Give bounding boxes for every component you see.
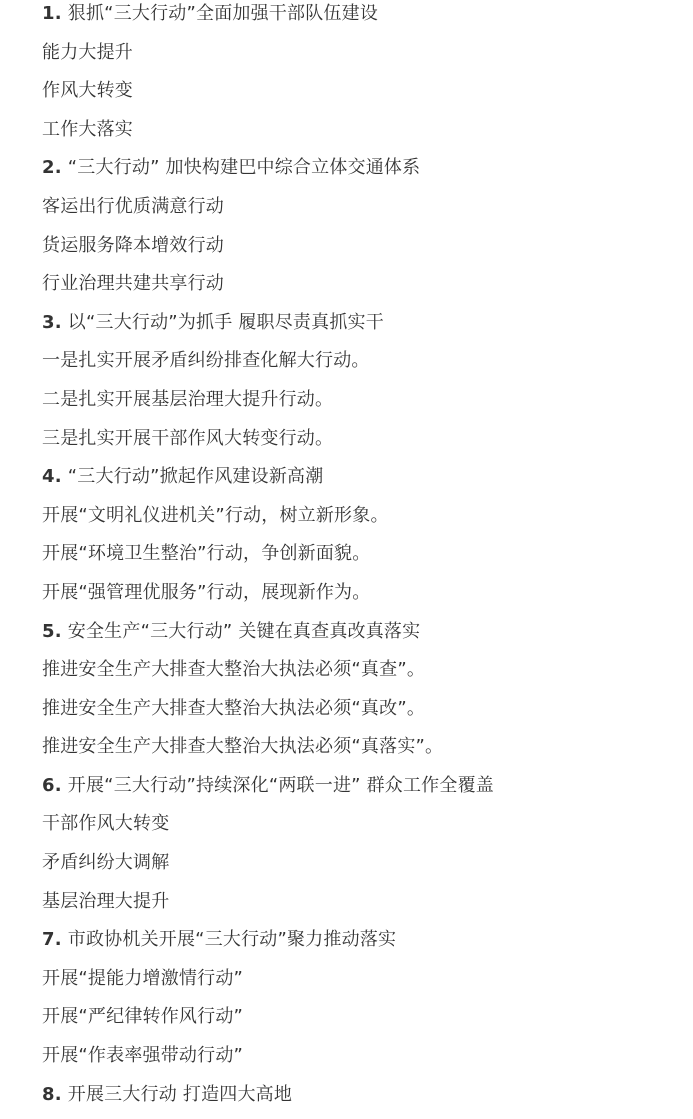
list-item: 行业治理共建共享行动 — [42, 273, 224, 295]
section-number: 4. — [42, 466, 62, 488]
section-heading — [42, 154, 693, 193]
list-item: 基层治理大提升 — [42, 890, 170, 912]
list-item: 能力大提升 — [42, 41, 133, 63]
section-heading — [42, 309, 693, 348]
section-title: 狠抓“三大行动”全面加强干部队伍建设 — [67, 3, 379, 24]
section-number: 2. — [42, 157, 62, 179]
list-item: 开展“强管理优服务”行动，展现新作为。 — [42, 581, 371, 603]
section-title: 安全生产“三大行动” 关键在真查真改真落实 — [67, 620, 421, 642]
list-item: 开展“环境卫生整治”行动，争创新面貌。 — [42, 543, 371, 565]
section-title: 以“三大行动”为抓手 履职尽责真抓实干 — [67, 311, 384, 333]
section-heading — [42, 772, 693, 811]
list-item: 干部作风大转变 — [42, 813, 170, 835]
section-heading — [42, 618, 693, 657]
section-number: 7. — [42, 929, 62, 951]
list-item: 作风大转变 — [42, 80, 133, 102]
list-item: 开展“严纪律转作风行动” — [42, 1006, 244, 1028]
list-item: 二是扎实开展基层治理大提升行动。 — [42, 388, 334, 410]
section-heading — [42, 926, 693, 965]
section-number: 3. — [42, 311, 62, 333]
document-body — [42, 0, 693, 1119]
list-item: 开展“提能力增激情行动” — [42, 967, 244, 989]
list-item: 开展“文明礼仪进机关”行动，树立新形象。 — [42, 504, 389, 526]
section-title: 开展“三大行动”持续深化“两联一进” 群众工作全覆盖 — [67, 774, 494, 796]
section-title: 开展三大行动 打造四大高地 — [67, 1083, 293, 1105]
section-heading — [42, 463, 693, 502]
section-number: 5. — [42, 620, 62, 642]
section-number: 1. — [42, 3, 62, 24]
section-number: 6. — [42, 774, 62, 796]
list-item: 货运服务降本增效行动 — [42, 234, 224, 256]
section-title: 市政协机关开展“三大行动”聚力推动落实 — [67, 929, 397, 951]
section-title: “三大行动” 加快构建巴中综合立体交通体系 — [67, 157, 421, 179]
section-heading — [42, 0, 693, 39]
list-item: 三是扎实开展干部作风大转变行动。 — [42, 427, 334, 449]
section-number: 8. — [42, 1083, 62, 1105]
section-title: “三大行动”掀起作风建设新高潮 — [67, 466, 324, 488]
list-item: 客运出行优质满意行动 — [42, 195, 224, 217]
list-item: 推进安全生产大排查大整治大执法必须“真查”。 — [42, 659, 426, 681]
list-item: 工作大落实 — [42, 118, 133, 140]
section-heading — [42, 1081, 693, 1119]
list-item: 推进安全生产大排查大整治大执法必须“真改”。 — [42, 697, 426, 719]
list-item: 矛盾纠纷大调解 — [42, 852, 170, 874]
list-item: 一是扎实开展矛盾纠纷排查化解大行动。 — [42, 350, 370, 372]
list-item: 推进安全生产大排查大整治大执法必须“真落实”。 — [42, 736, 444, 758]
list-item: 开展“作表率强带动行动” — [42, 1045, 244, 1067]
